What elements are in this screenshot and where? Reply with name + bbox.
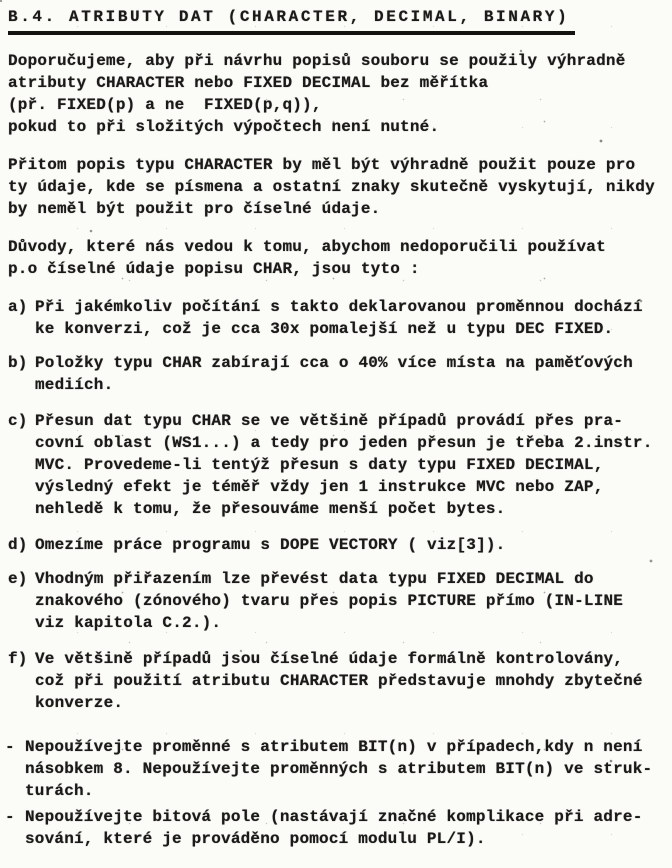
text-line: covní oblast (WS1...) a tedy pro jeden přesun je třeba 2.instr. [35,434,653,452]
text-line: mediích. [35,376,114,394]
text-line: konverze. [35,694,124,712]
lettered-item [8,648,664,714]
scan-noise-speckles [0,0,2,2]
item-label: f) [8,650,28,668]
document-body [5,50,664,850]
lettered-item [8,410,664,520]
text-line: Přitom popis typu CHARACTER by měl být výhradně použit pouze pro [8,156,636,174]
text-line: nehledě k tomu, že přesouváme menší počet bytes. [35,500,506,518]
bullet-item [5,806,664,850]
item-label: a) [8,298,28,316]
paragraph [8,50,664,138]
text-line: Nepoužívejte bitová pole (nastávají značné komplikace při adre- [25,808,643,826]
item-label: - [5,808,15,826]
text-line: sování, které je prováděno pomocí modulu PL/I). [25,830,486,848]
text-line: znakového (zónového) tvaru přes popis PICTURE přímo (IN-LINE [35,592,624,610]
text-line: atributy CHARACTER nebo FIXED DECIMAL bez měřítka [8,74,489,92]
text-line: Doporučujeme, aby při návrhu popisů souboru se použily výhradně [8,52,626,70]
text-line: by neměl být použit pro číselné údaje. [8,200,381,218]
text-line: pokud to při složitých výpočtech není nutné. [8,118,440,136]
text-line: (př. FIXED(p) a ne FIXED(p,q)), [8,96,322,114]
item-label: c) [8,412,28,430]
item-label: b) [8,354,28,372]
bullet-item [5,736,664,802]
text-line: výsledný efekt je téměř vždy jen 1 instrukce MVC nebo ZAP, [35,478,604,496]
item-label: d) [8,536,28,554]
text-line: což při použití atributu CHARACTER představuje mnohdy zbytečné [35,672,643,690]
item-label: - [5,738,15,756]
section-heading [8,8,664,35]
lettered-item [8,296,664,340]
text-line: Položky typu CHAR zabírají cca o 40% více místa na paměťových [35,354,633,372]
lettered-item [8,568,664,634]
text-line: Vhodným přiřazením lze převést data typu FIXED DECIMAL do [35,570,594,588]
text-line: Omezíme práce programu s DOPE VECTORY ( viz[3]). [35,536,506,554]
text-line: Při jakémkoliv počítání s takto deklarovanou proměnnou dochází [35,298,643,316]
text-line: Důvody, které nás vedou k tomu, abychom nedoporučili používat [8,238,606,256]
text-line: ty údaje, kde se písmena a ostatní znaky skutečně vyskytují, nikdy [8,178,655,196]
text-line: Přesun dat typu CHAR se ve většině případů provádí přes pra- [35,412,624,430]
text-line: Ve většině případů jsou číselné údaje formálně kontrolovány, [35,650,624,668]
text-line: viz kapitola C.2.). [35,614,222,632]
paragraph [8,236,664,280]
text-line: Nepoužívejte proměnné s atributem BIT(n) v případech,kdy n není [25,738,643,756]
item-label: e) [8,570,28,588]
text-line: p.o číselné údaje popisu CHAR, jsou tyto : [8,260,420,278]
text-line: turách. [25,782,94,800]
text-line: MVC. Provedeme-li tentýž přesun s daty typu FIXED DECIMAL, [35,456,604,474]
text-line: násobkem 8. Nepoužívejte proměnných s atributem BIT(n) ve struk- [25,760,653,778]
lettered-item [8,534,664,556]
section-heading-text: B.4. ATRIBUTY DAT (CHARACTER, DECIMAL, BINARY) [8,8,575,35]
lettered-item [8,352,664,396]
text-line: ke konverzi, což je cca 30x pomalejší než u typu DEC FIXED. [35,320,614,338]
paragraph [8,154,664,220]
